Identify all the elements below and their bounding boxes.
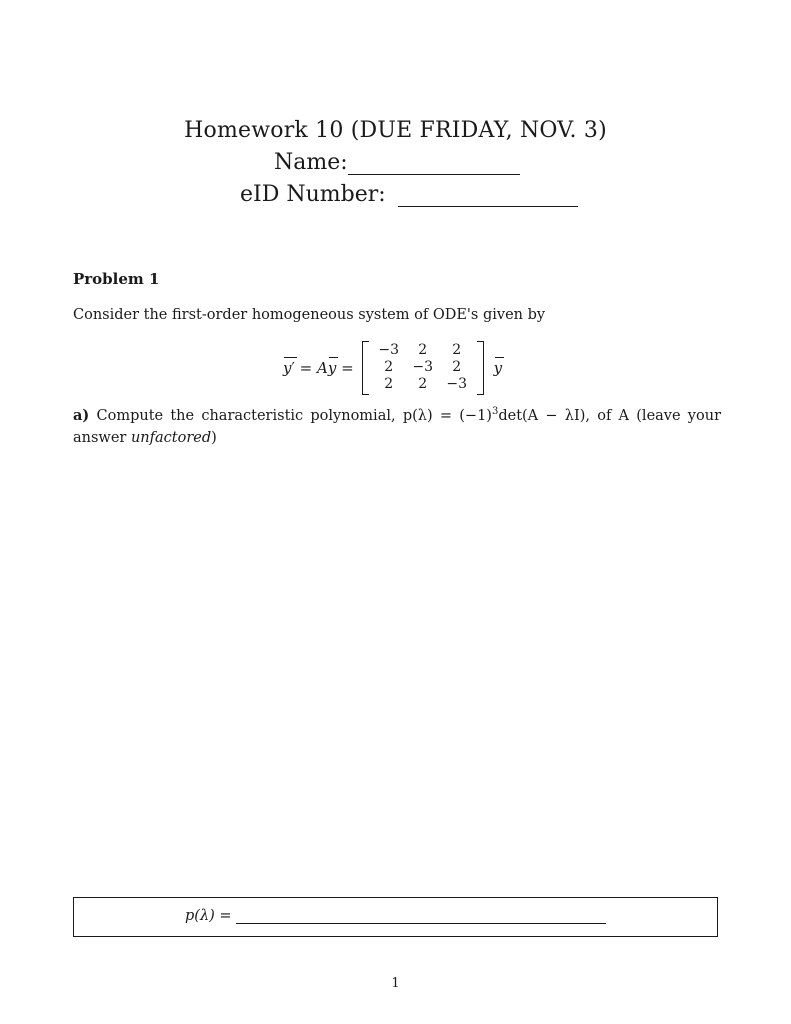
name-row [274,150,520,175]
matrix-left-bracket [362,341,369,395]
part-a-label: a) [73,406,90,424]
part-a-text-end: ) [211,429,217,446]
matrix-cell: 2 [418,342,428,358]
matrix-cell: 2 [418,376,428,392]
part-a-exponent: 3 [491,406,499,417]
matrix-cell: −3 [412,359,433,375]
answer-blank-line[interactable] [236,923,606,924]
eid-label: eID Number: [240,182,386,207]
vector-y-prime: y′ [283,359,295,377]
matrix-cell: 2 [452,342,462,358]
matrix-grid [372,342,474,393]
matrix-cell: 2 [384,376,394,392]
ode-equation [283,340,502,396]
vector-y: y [327,359,337,377]
answer-box [73,897,718,937]
page-number: 1 [391,976,400,991]
problem-title: Problem 1 [73,270,160,288]
matrix-cell: −3 [446,376,467,392]
matrix-cell: 2 [452,359,462,375]
part-a-question [73,401,721,449]
eid-blank-line[interactable] [398,184,578,207]
part-a-text: Compute the characteristic polynomial, p(λ) = (−1) [89,407,492,424]
equation-lhs: y′ = Ay = [283,359,354,377]
vector-y-rhs: y [493,359,503,377]
name-label: Name: [274,150,348,175]
part-a-emphasis: unfactored [130,429,212,446]
homework-title: Homework 10 (DUE FRIDAY, NOV. 3) [184,118,607,143]
equation-rhs [494,359,502,377]
name-blank-line[interactable] [348,152,520,175]
matrix-right-bracket [477,341,484,395]
part-a-text-cont: det(A − λI), of A (leave your answer [73,407,722,446]
matrix-A [362,341,484,395]
problem-intro: Consider the first-order homogeneous system of ODE's given by [73,307,546,323]
eid-row [240,182,578,207]
matrix-cell: −3 [378,342,399,358]
answer-label: p(λ) = [185,908,232,924]
matrix-cell: 2 [384,359,394,375]
